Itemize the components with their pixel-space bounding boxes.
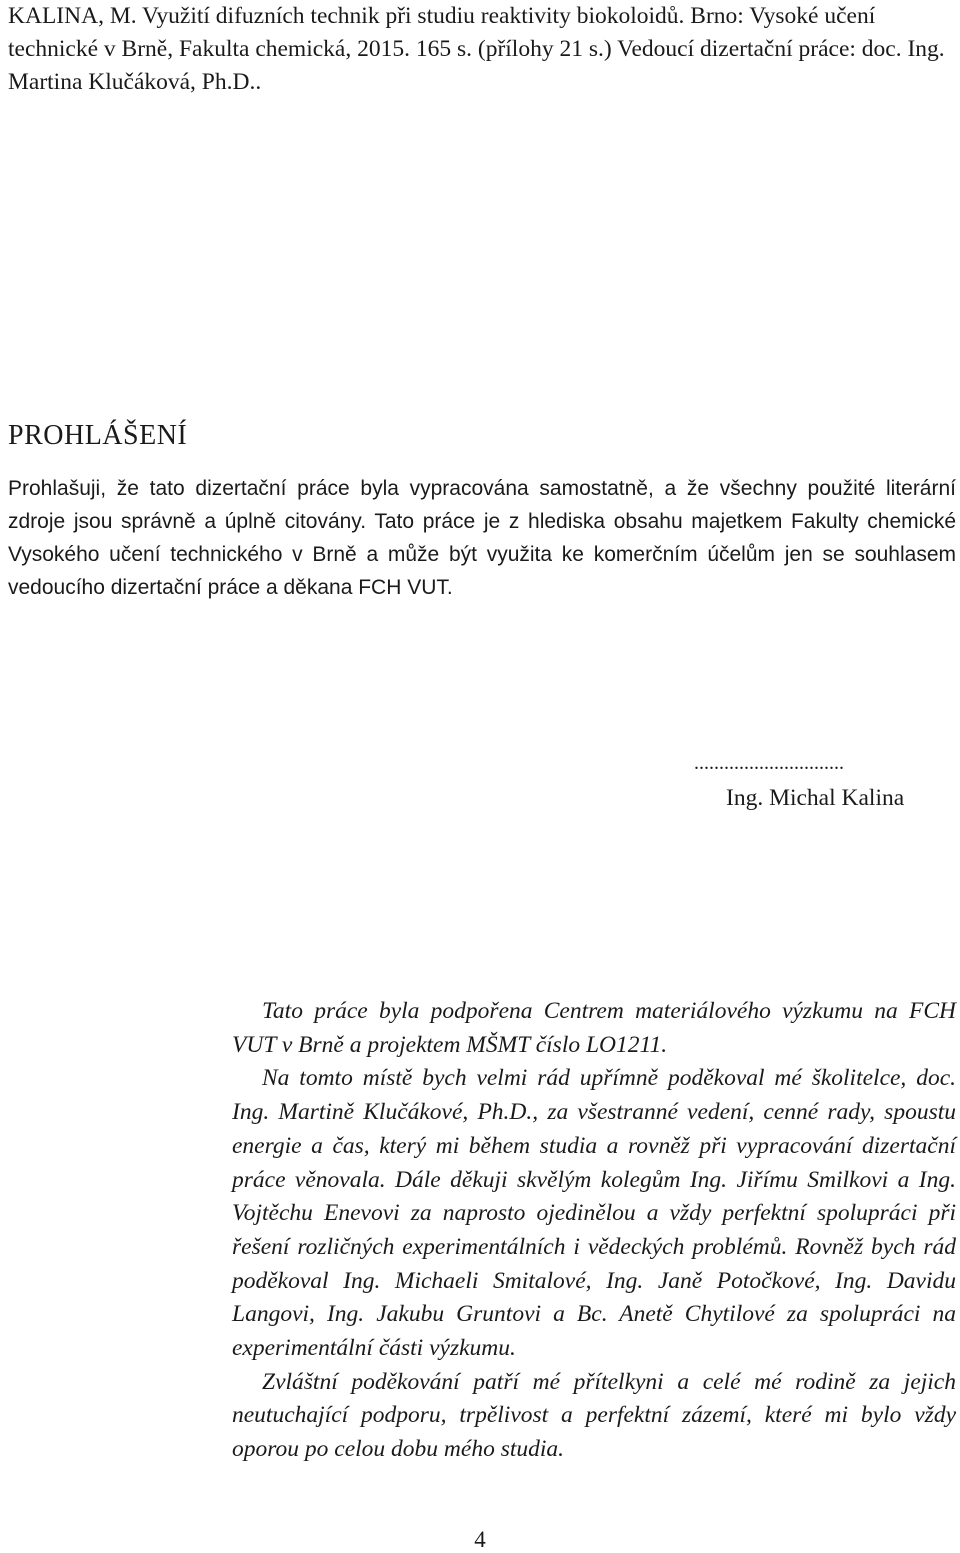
page-number: 4 — [474, 1527, 486, 1552]
acknowledgement-funding: Tato práce byla podpořena Centrem materiálového výzkumu na FCH VUT v Brně a projektem MŠMT číslo LO1211. — [232, 998, 956, 1058]
acknowledgements — [232, 995, 956, 1467]
bibliographic-citation: KALINA, M. Využití difuzních technik při studiu reaktivity biokoloidů. Brno: Vysoké učení technické v Brně, Fakulta chemická, 2015. 165 s. (přílohy 21 s.) Vedoucí dizertační práce: doc. Ing. Martina Klučáková, Ph.D.. — [8, 3, 945, 95]
acknowledgement-family: Zvláštní poděkování patří mé přítelkyni a celé mé rodině za jejich neutuchající podporu, trpělivost a perfektní zázemí, které mi bylo vždy oporou po celou dobu mého studia. — [232, 1368, 956, 1463]
declaration-heading: PROHLÁŠENÍ — [8, 420, 188, 451]
declaration-text: Prohlašuji, že tato dizertační práce byla vypracována samostatně, a že všechny použité literární zdroje jsou správně a úplně citovány. Tato práce je z hlediska obsahu majetkem Fakulty chemické Vysokého učení technického v Brně a může být využita ke komerčním účelům jen se souhlasem vedoucího dizertační práce a děkana FCH VUT. — [8, 477, 956, 599]
signature-line: .............................. — [694, 752, 844, 774]
acknowledgement-thanks: Na tomto místě bych velmi rád upřímně poděkoval mé školitelce, doc. Ing. Martině Klučákové, Ph.D., za všestranné vedení, cenné rady, spoustu energie a čas, který mi během studia a rovněž při vypracování dizertační práce věnovala. Dále děkuji skvělým kolegům Ing. Jiřímu Smilkovi a Ing. Vojtěchu Enevovi za naprosto ojedinělou a vždy perfektní spolupráci při řešení rozličných experimentálních i vědeckých problémů. Rovněž bych rád poděkoval Ing. Michaeli Smitalové, Ing. Janě Potočkové, Ing. Davidu Langovi, Ing. Jakubu Gruntovi a Bc. Anetě Chytilové za spolupráci na experimentální části výzkumu. — [232, 1065, 956, 1362]
signature-name: Ing. Michal Kalina — [726, 785, 905, 811]
